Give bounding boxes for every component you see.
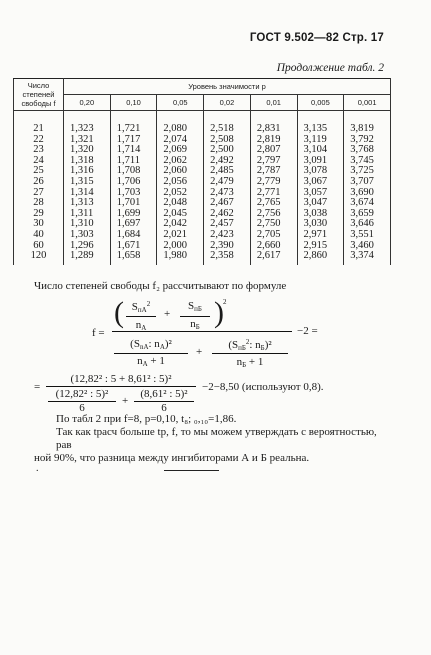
value-cell: 2,819: [250, 135, 297, 146]
table-row: [14, 230, 391, 241]
df-cell: 21: [14, 111, 64, 135]
value-cell: 1,980: [157, 251, 204, 265]
value-cell: 2,518: [204, 111, 251, 135]
p-level-header: 0,005: [297, 95, 344, 111]
value-cell: 2,060: [157, 166, 204, 177]
t-distribution-table: [13, 78, 391, 265]
value-cell: 2,500: [204, 145, 251, 156]
value-cell: 2,660: [250, 241, 297, 252]
df-cell: 26: [14, 177, 64, 188]
p-level-header: 0,05: [157, 95, 204, 111]
value-cell: 1,708: [110, 166, 157, 177]
value-cell: 2,423: [204, 230, 251, 241]
value-cell: 2,617: [250, 251, 297, 265]
value-cell: 1,318: [64, 156, 111, 167]
value-cell: 1,711: [110, 156, 157, 167]
value-cell: 2,462: [204, 209, 251, 220]
value-cell: 2,056: [157, 177, 204, 188]
value-cell: 2,042: [157, 219, 204, 230]
value-cell: 3,819: [344, 111, 391, 135]
df-cell: 23: [14, 145, 64, 156]
value-cell: 3,725: [344, 166, 391, 177]
value-cell: 2,390: [204, 241, 251, 252]
significance-level-header: Уровень значимости p: [64, 79, 391, 95]
value-cell: 3,091: [297, 156, 344, 167]
value-cell: 2,971: [297, 230, 344, 241]
value-cell: 2,915: [297, 241, 344, 252]
value-cell: 1,717: [110, 135, 157, 146]
calc-den-left: (12,82² : 5)² 6: [48, 388, 116, 414]
df-cell: 60: [14, 241, 64, 252]
table-row: [14, 111, 391, 135]
p-level-header: 0,001: [344, 95, 391, 111]
value-cell: 2,000: [157, 241, 204, 252]
minus-two: −2 =: [297, 325, 318, 337]
left-paren: (: [114, 296, 124, 329]
p-level-header: 0,01: [250, 95, 297, 111]
plus-sign: +: [164, 308, 171, 320]
plus-sign-lower: +: [196, 346, 203, 358]
value-cell: 2,750: [250, 219, 297, 230]
value-cell: 1,314: [64, 188, 111, 199]
calc-result: −2−8,50 (используют 0,8).: [202, 381, 324, 393]
value-cell: 2,797: [250, 156, 297, 167]
closing-rule: [164, 470, 219, 471]
formula-intro: Число степеней свободы f₂ рассчитывают по формуле: [34, 280, 287, 292]
square-sup: 2: [223, 298, 227, 306]
value-cell: 2,069: [157, 145, 204, 156]
degrees-of-freedom-header: Число степеней свободы f: [14, 79, 64, 111]
value-cell: 1,316: [64, 166, 111, 177]
calc-numerator: (12,82² : 5 + 8,61² : 5)²: [70, 373, 172, 385]
value-cell: 2,765: [250, 198, 297, 209]
value-cell: 1,315: [64, 177, 111, 188]
value-cell: 1,706: [110, 177, 157, 188]
value-cell: 1,699: [110, 209, 157, 220]
stray-dot: .: [36, 463, 39, 474]
value-cell: 2,467: [204, 198, 251, 209]
table-row: [14, 177, 391, 188]
lower-term-b: ($S_{пБ}^2$: $n_Б)^2$ $n_Б + 1$: [212, 338, 288, 369]
value-cell: 1,671: [110, 241, 157, 252]
df-cell: 28: [14, 198, 64, 209]
value-cell: 3,067: [297, 177, 344, 188]
f-equals: f =: [92, 327, 105, 339]
value-cell: 3,460: [344, 241, 391, 252]
term-a: $S_{пА}^2$ $n_А$: [126, 300, 156, 332]
value-cell: 3,646: [344, 219, 391, 230]
value-cell: 3,119: [297, 135, 344, 146]
value-cell: 1,323: [64, 111, 111, 135]
value-cell: 2,508: [204, 135, 251, 146]
value-cell: 2,756: [250, 209, 297, 220]
value-cell: 3,047: [297, 198, 344, 209]
value-cell: 1,701: [110, 198, 157, 209]
value-cell: 2,080: [157, 111, 204, 135]
value-cell: 1,311: [64, 209, 111, 220]
value-cell: 2,492: [204, 156, 251, 167]
value-cell: 2,021: [157, 230, 204, 241]
table-row: [14, 251, 391, 265]
value-cell: 1,697: [110, 219, 157, 230]
value-cell: 3,030: [297, 219, 344, 230]
value-cell: 2,787: [250, 166, 297, 177]
p-level-header: 0,10: [110, 95, 157, 111]
value-cell: 1,658: [110, 251, 157, 265]
value-cell: 1,289: [64, 251, 111, 265]
page-header: ГОСТ 9.502—82 Стр. 17: [249, 32, 384, 44]
value-cell: 1,313: [64, 198, 111, 209]
main-fraction-bar: [112, 331, 292, 332]
value-cell: 2,052: [157, 188, 204, 199]
value-cell: 2,062: [157, 156, 204, 167]
value-cell: 3,707: [344, 177, 391, 188]
value-cell: 3,745: [344, 156, 391, 167]
lower-term-a: ($S_{nА}$: $n_А)^2$ $n_А + 1$: [114, 338, 188, 368]
value-cell: 1,721: [110, 111, 157, 135]
term-b: $S_{пБ}$ $n_Б$: [180, 300, 210, 331]
calc-fraction-bar: [46, 386, 196, 387]
value-cell: 3,659: [344, 209, 391, 220]
value-cell: 2,705: [250, 230, 297, 241]
value-cell: 2,807: [250, 145, 297, 156]
right-paren: ): [214, 296, 224, 329]
df-cell: 22: [14, 135, 64, 146]
value-cell: 2,479: [204, 177, 251, 188]
df-cell: 120: [14, 251, 64, 265]
value-cell: 3,768: [344, 145, 391, 156]
calc-den-right: (8,61² : 5)² 6: [134, 388, 194, 414]
value-cell: 2,485: [204, 166, 251, 177]
value-cell: 2,048: [157, 198, 204, 209]
value-cell: 1,320: [64, 145, 111, 156]
df-cell: 40: [14, 230, 64, 241]
value-cell: 2,457: [204, 219, 251, 230]
paragraph-table-lookup: По табл 2 при f=8, p=0,10, t₈; ₀,₁₀=1,86.: [56, 413, 237, 425]
value-cell: 1,714: [110, 145, 157, 156]
table-continuation-label: Продолжение табл. 2: [276, 62, 384, 74]
value-cell: 3,078: [297, 166, 344, 177]
value-cell: 2,779: [250, 177, 297, 188]
value-cell: 2,358: [204, 251, 251, 265]
value-cell: 1,296: [64, 241, 111, 252]
value-cell: 1,303: [64, 230, 111, 241]
value-cell: 1,684: [110, 230, 157, 241]
value-cell: 3,551: [344, 230, 391, 241]
df-cell: 24: [14, 156, 64, 167]
df-cell: 29: [14, 209, 64, 220]
value-cell: 2,045: [157, 209, 204, 220]
value-cell: 1,310: [64, 219, 111, 230]
value-cell: 3,374: [344, 251, 391, 265]
value-cell: 2,074: [157, 135, 204, 146]
value-cell: 3,104: [297, 145, 344, 156]
value-cell: 3,135: [297, 111, 344, 135]
value-cell: 2,771: [250, 188, 297, 199]
value-cell: 3,690: [344, 188, 391, 199]
value-cell: 1,703: [110, 188, 157, 199]
value-cell: 3,792: [344, 135, 391, 146]
p-level-header: 0,20: [64, 95, 111, 111]
p-level-header: 0,02: [204, 95, 251, 111]
df-cell: 27: [14, 188, 64, 199]
value-cell: 1,321: [64, 135, 111, 146]
paragraph-conclusion: Так как tрасч больше tp, f, то мы можем утверждать с вероятностью, рав ной 90%, что разница между ингибиторами А и Б реальна.: [34, 426, 377, 464]
value-cell: 2,860: [297, 251, 344, 265]
value-cell: 2,831: [250, 111, 297, 135]
value-cell: 3,057: [297, 188, 344, 199]
value-cell: 3,038: [297, 209, 344, 220]
value-cell: 3,674: [344, 198, 391, 209]
value-cell: 2,473: [204, 188, 251, 199]
df-cell: 30: [14, 219, 64, 230]
df-cell: 25: [14, 166, 64, 177]
